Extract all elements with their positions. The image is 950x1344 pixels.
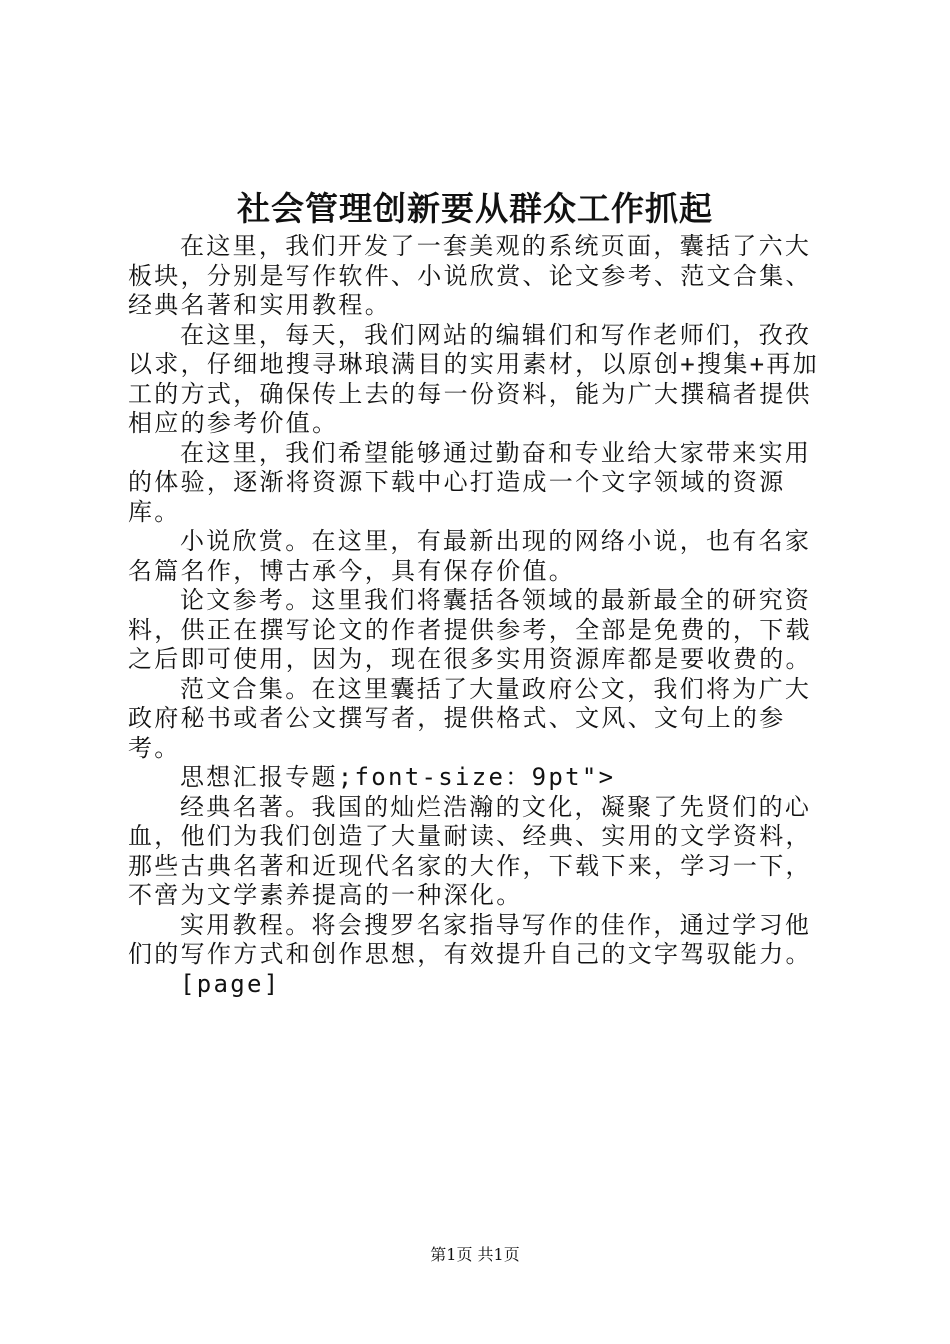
paragraph-classics: 经典名著。我国的灿烂浩瀚的文化，凝聚了先贤们的心血，他们为我们创造了大量耐读、经典、实用的文学资料，那些古典名著和近现代名家的大作，下载下来，学习一下，不啻为文学素养提高的一种深化。 [128,792,812,909]
paragraph-editors: 在这里，每天，我们网站的编辑们和写作老师们，孜孜以求，仔细地搜寻琳琅满目的实用素材，以原创+搜集+再加工的方式，确保传上去的每一份资料，能为广大撰稿者提供相应的参考价值。 [128,320,819,437]
paragraph-page-marker: [page] [180,969,281,998]
document-body [128,232,828,999]
paragraph-intro: 在这里，我们开发了一套美观的系统页面，囊括了六大板块，分别是写作软件、小说欣赏、论文参考、范文合集、经典名著和实用教程。 [128,232,812,319]
paragraph-thought-report: 思想汇报专题;font-size：9pt"> [180,763,616,791]
document-title: 社会管理创新要从群众工作抓起 [237,189,713,228]
paragraph-tutorials: 实用教程。将会搜罗名家指导写作的佳作，通过学习他们的写作方式和创作思想，有效提升自己的文字驾驭能力。 [128,910,812,968]
paragraph-samples: 范文合集。在这里囊括了大量政府公文，我们将为广大政府秘书或者公文撰写者，提供格式、文风、文句上的参考。 [128,674,812,762]
paragraph-papers: 论文参考。这里我们将囊括各领域的最新最全的研究资料，供正在撰写论文的作者提供参考，全部是免费的，下载之后即可使用，因为，现在很多实用资源库都是要收费的。 [128,586,812,673]
paragraph-resource-center: 在这里，我们希望能够通过勤奋和专业给大家带来实用的体验，逐渐将资源下载中心打造成一个文字领域的资源库。 [128,438,812,526]
page-footer: 第1页 共1页 [430,1245,520,1264]
paragraph-novels: 小说欣赏。在这里，有最新出现的网络小说，也有名家名篇名作，博古承今，具有保存价值。 [128,527,812,585]
